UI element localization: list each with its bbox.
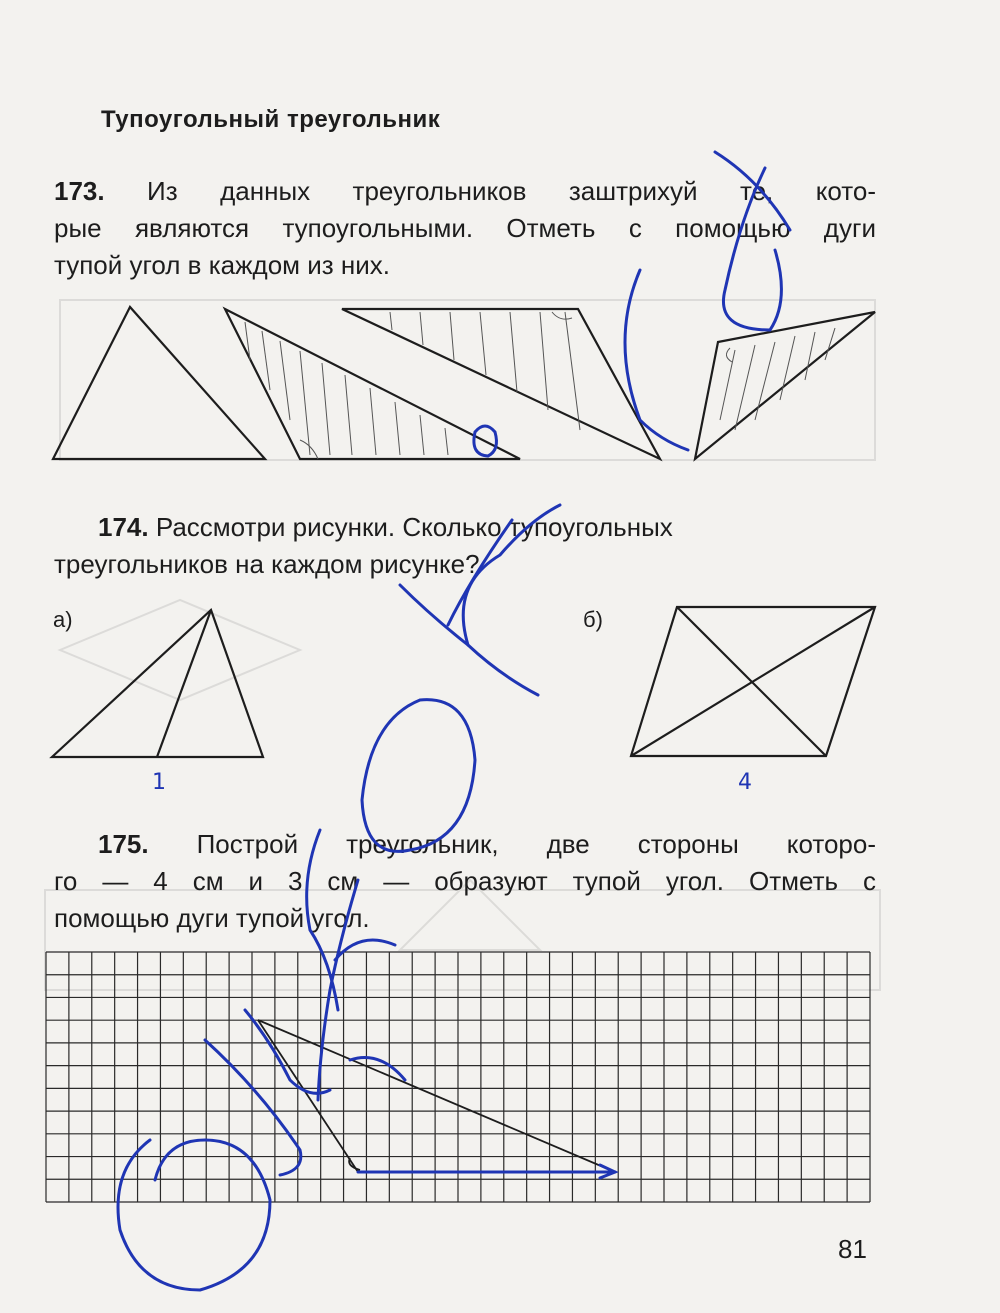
- task-173-line-3: тупой угол в каждом из них.: [54, 250, 391, 280]
- task-173-line-2: рые являются тупоугольными. Отметь с помощью дуги: [54, 213, 876, 243]
- task-175-text-1: Построй треугольник, две стороны которо-: [196, 829, 876, 859]
- task-174-line-2: треугольников на каждом рисунке?: [54, 549, 480, 579]
- task-175-number: 175.: [98, 829, 149, 859]
- figure-b-label: б): [583, 607, 603, 632]
- task-175-line-2: го — 4 см и 3 см — образуют тупой угол. Отметь с: [54, 866, 876, 896]
- task-174-number: 174.: [98, 512, 149, 542]
- task-175-line-3: помощью дуги тупой угол.: [54, 903, 370, 933]
- answer-a-handwritten: 1: [152, 770, 166, 795]
- task-174-text-1: Рассмотри рисунки. Сколько тупоугольных: [155, 512, 673, 542]
- page-number: 81: [838, 1234, 867, 1264]
- figure-a-label: а): [53, 607, 73, 632]
- task-173-number: 173.: [54, 176, 105, 206]
- answer-b-handwritten: 4: [738, 770, 752, 795]
- section-title: Тупоугольный треугольник: [101, 106, 441, 133]
- task-173-text-1: Из данных треугольников заштрихуй те, кото-: [147, 176, 876, 206]
